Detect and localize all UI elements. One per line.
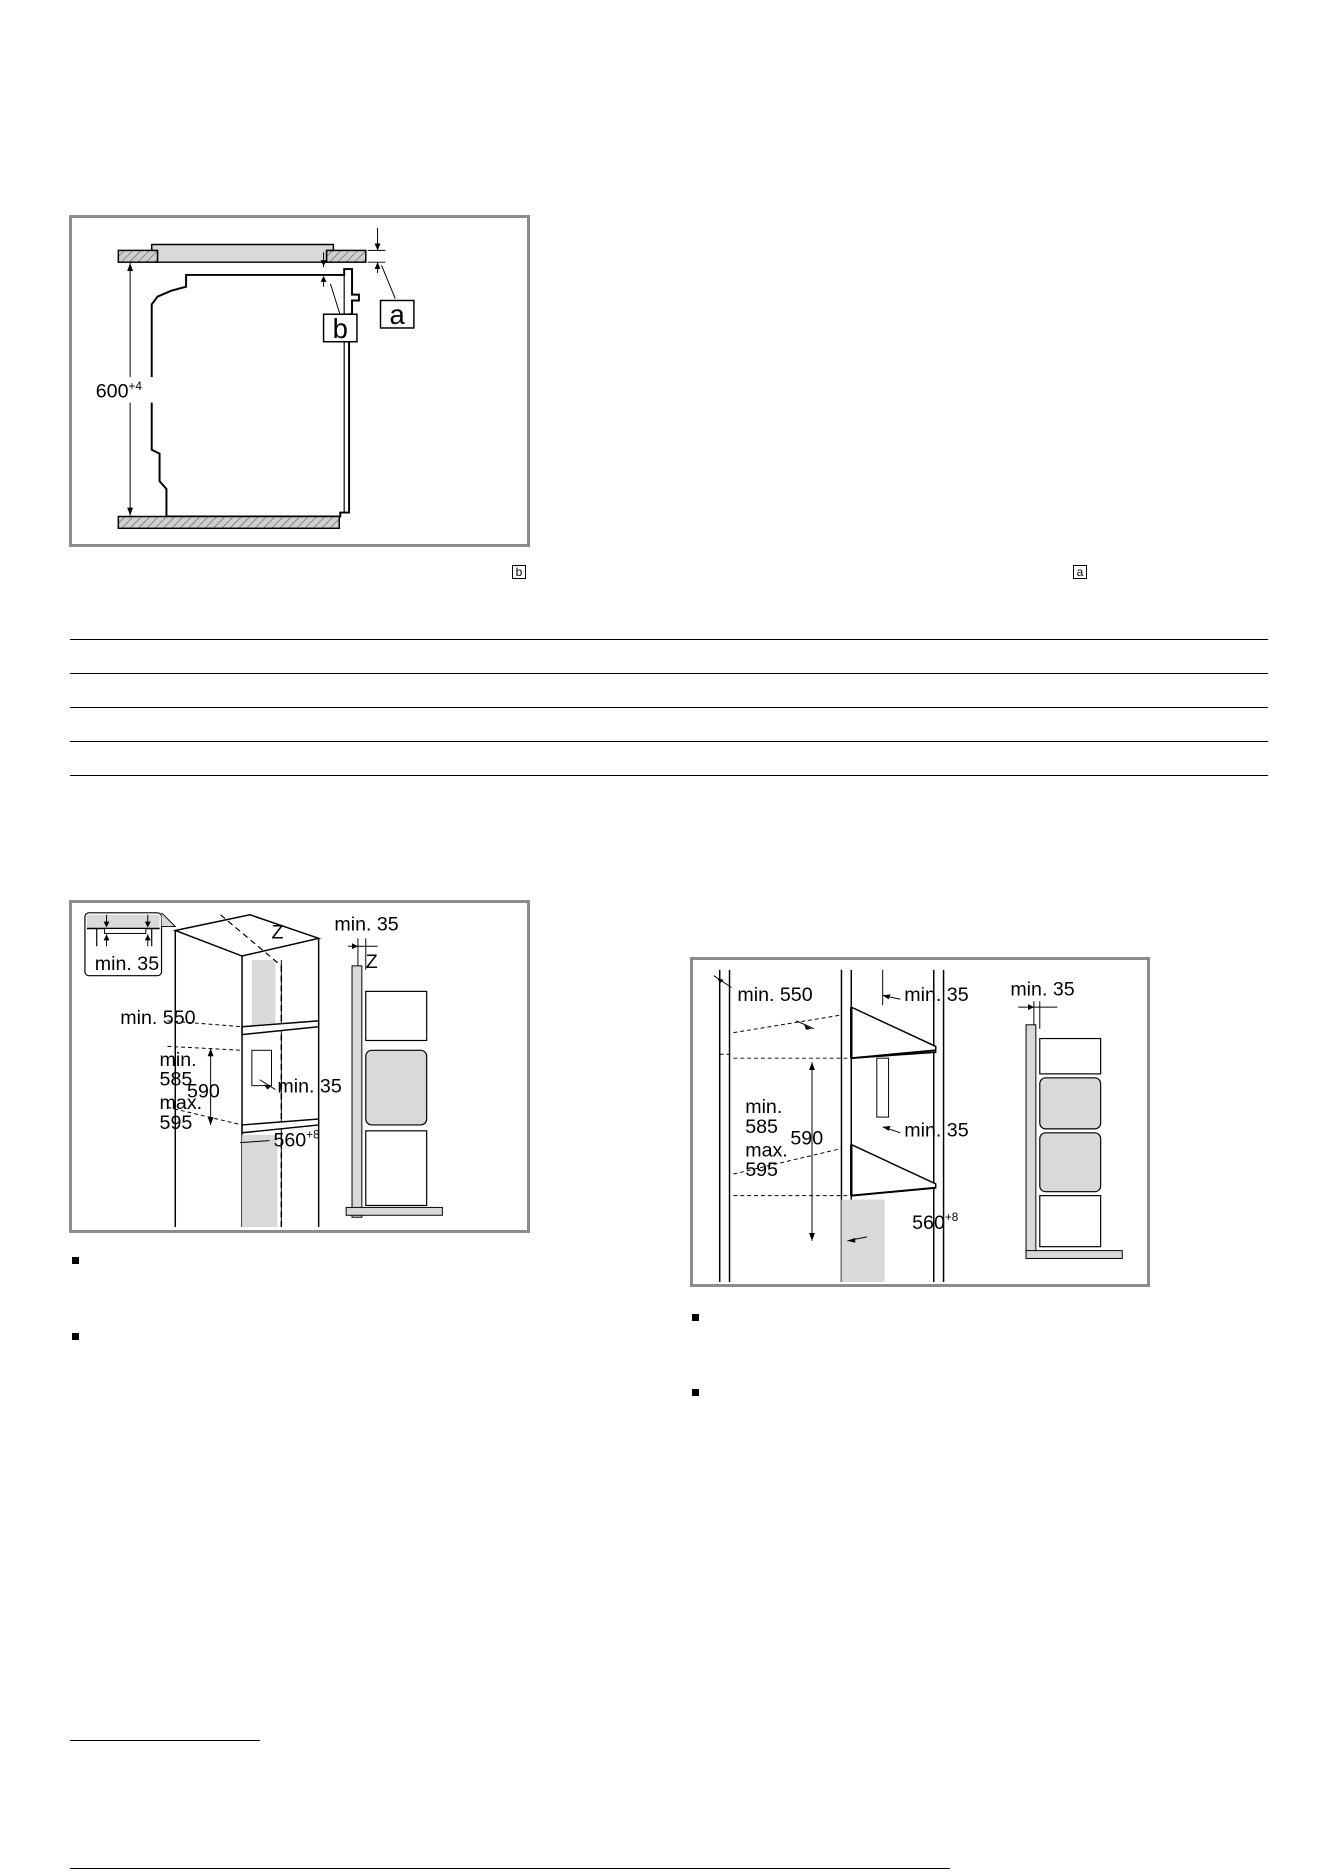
min35-mid-r: min. 35 — [904, 1119, 969, 1142]
min35-top-r: min. 35 — [904, 984, 969, 1007]
footnote-rule — [70, 1740, 260, 1741]
z-top: Z — [271, 921, 284, 944]
table-row — [70, 708, 1268, 742]
page-bottom-rule — [70, 1868, 950, 1869]
min585-l2: 585 — [159, 1068, 193, 1091]
worktop-left — [118, 250, 157, 262]
min585-l2-r: 585 — [745, 1115, 778, 1138]
min550-label: min. 550 — [120, 1006, 196, 1029]
callout-b: b — [332, 312, 348, 344]
h590-label: 590 — [187, 1080, 220, 1103]
height-label: $600^{+4}$ — [95, 379, 142, 403]
figure-two-units — [690, 957, 1150, 1287]
table-row — [70, 674, 1268, 708]
max595-l2: 595 — [159, 1111, 193, 1134]
dimension-table — [70, 606, 1268, 776]
table-row — [70, 606, 1268, 640]
callout-a: a — [389, 299, 405, 331]
oven-body — [152, 269, 359, 516]
min585-l1: min. — [159, 1049, 197, 1072]
table-row — [70, 640, 1268, 674]
inset-min35: min. 35 — [94, 952, 160, 975]
oven-under-hob-diagram — [72, 218, 527, 544]
floor-panel — [118, 517, 339, 529]
bullet-marker — [72, 1257, 79, 1264]
tall-unit-diagram — [72, 903, 527, 1230]
bullet-marker — [692, 1389, 699, 1396]
z-side: Z — [365, 950, 378, 973]
side-min35: min. 35 — [334, 913, 399, 936]
table-row — [70, 742, 1268, 776]
legend-key-a: a — [1073, 565, 1087, 579]
min585-l1-r: min. — [745, 1096, 783, 1119]
w560-label-r: $560^{+8}$ — [912, 1211, 959, 1235]
min35-mid: min. 35 — [277, 1075, 342, 1098]
figure-tall-unit — [69, 900, 530, 1233]
side-min35-r: min. 35 — [1010, 978, 1075, 1001]
legend-key-b: b — [512, 565, 526, 579]
min550-label-r: min. 550 — [737, 984, 813, 1007]
max595-l1-r: max. — [745, 1139, 788, 1162]
hob — [152, 245, 334, 263]
max595-l1: max. — [159, 1092, 203, 1115]
bullet-marker — [72, 1333, 79, 1340]
max595-l2-r: 595 — [745, 1159, 778, 1181]
bullet-marker — [692, 1314, 699, 1321]
worktop-right — [327, 250, 366, 262]
figure-oven-under-hob — [69, 215, 530, 547]
two-units-diagram — [693, 960, 1147, 1284]
h590-label-r: 590 — [790, 1127, 824, 1150]
w560-label: $560^{+8}$ — [273, 1128, 320, 1152]
